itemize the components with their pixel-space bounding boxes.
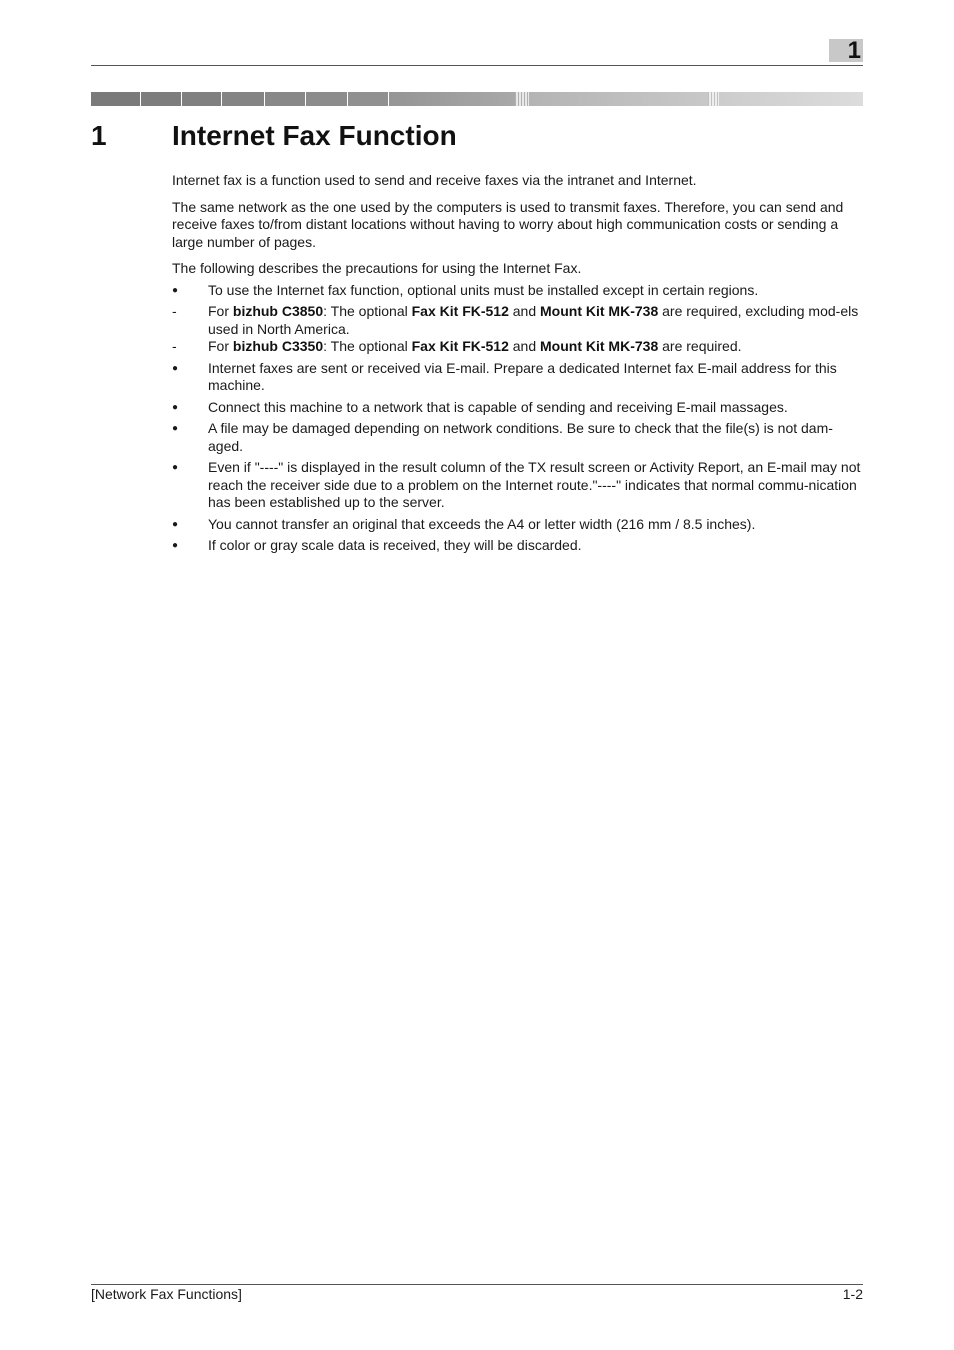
footer-rule bbox=[91, 1284, 863, 1285]
dash-text: : The optional bbox=[323, 303, 412, 319]
model-name: bizhub C3350 bbox=[232, 338, 324, 354]
footer-page-number: 1-2 bbox=[842, 1286, 863, 1302]
option-name: Fax Kit FK-512 bbox=[411, 338, 509, 354]
intro-paragraph: Internet fax is a function used to send and receive faxes via the intranet and Internet. bbox=[172, 172, 697, 188]
bullet-item bbox=[172, 537, 864, 555]
bullet-item bbox=[172, 360, 864, 395]
bullet-text: A file may be damaged depending on network conditions. Be sure to check that the file(s) is not dam-aged. bbox=[208, 420, 833, 454]
option-name: Mount Kit MK-738 bbox=[540, 338, 659, 354]
bullet-icon: ● bbox=[172, 518, 179, 530]
chapter-title: Internet Fax Function bbox=[172, 120, 457, 151]
bullet-text: Internet faxes are sent or received via E-mail. Prepare a dedicated Internet fax E-mail address for this machine. bbox=[208, 359, 837, 393]
bullet-icon: ● bbox=[172, 401, 179, 413]
dash-text: and bbox=[508, 303, 541, 319]
bullet-icon: ● bbox=[172, 284, 179, 296]
footer-manual-title: [Network Fax Functions] bbox=[91, 1286, 242, 1302]
bullet-item bbox=[172, 459, 864, 512]
dash-text: : The optional bbox=[323, 338, 412, 354]
option-name: Mount Kit MK-738 bbox=[540, 303, 659, 319]
dash-text: and bbox=[508, 338, 541, 354]
bullet-icon: ● bbox=[172, 540, 179, 551]
bullet-item bbox=[172, 399, 864, 417]
bullet-icon: ● bbox=[172, 423, 179, 434]
bullet-item bbox=[172, 516, 864, 534]
header-rule bbox=[91, 65, 863, 66]
bullet-item bbox=[172, 282, 864, 300]
model-name: bizhub C3850 bbox=[232, 303, 324, 319]
dash-text: For bbox=[208, 303, 233, 319]
bullet-text: Even if "----" is displayed in the result column of the TX result screen or Activity Report, an E-mail may not reach the receiver side due to a problem on the Internet route."----" indicates that normal commu-nication has been established up to the server. bbox=[208, 459, 861, 510]
chapter-number: 1 bbox=[91, 120, 107, 151]
decorative-header-bar bbox=[91, 92, 863, 106]
precautions-intro: The following describes the precautions for using the Internet Fax. bbox=[172, 260, 582, 276]
bullet-text: If color or gray scale data is received, they will be discarded. bbox=[208, 537, 582, 553]
network-paragraph: The same network as the one used by the computers is used to transmit faxes. Therefore, you can send and receive faxes to/from distant locations without having to worry about high communication costs or sending a large number of pages. bbox=[172, 198, 844, 250]
bullet-text: To use the Internet fax function, optional units must be installed except in certain regions. bbox=[208, 281, 759, 298]
bullet-icon: ● bbox=[172, 362, 179, 374]
chapter-tab: 1 bbox=[829, 39, 863, 62]
option-name: Fax Kit FK-512 bbox=[411, 303, 509, 319]
dash-icon: - bbox=[172, 303, 177, 319]
chapter-body bbox=[172, 172, 864, 559]
dash-text: are required. bbox=[658, 338, 742, 354]
bullet-item bbox=[172, 420, 864, 455]
bullet-icon: ● bbox=[172, 462, 179, 473]
dash-item bbox=[172, 303, 864, 338]
dash-item bbox=[172, 338, 864, 356]
dash-text: are required, excluding mod-els used in North America. bbox=[208, 303, 859, 337]
dash-icon: - bbox=[172, 338, 177, 354]
bullet-text: You cannot transfer an original that exceeds the A4 or letter width (216 mm / 8.5 inches). bbox=[208, 515, 756, 532]
bullet-text: Connect this machine to a network that is capable of sending and receiving E-mail massages. bbox=[208, 398, 788, 415]
dash-text: For bbox=[208, 338, 233, 354]
